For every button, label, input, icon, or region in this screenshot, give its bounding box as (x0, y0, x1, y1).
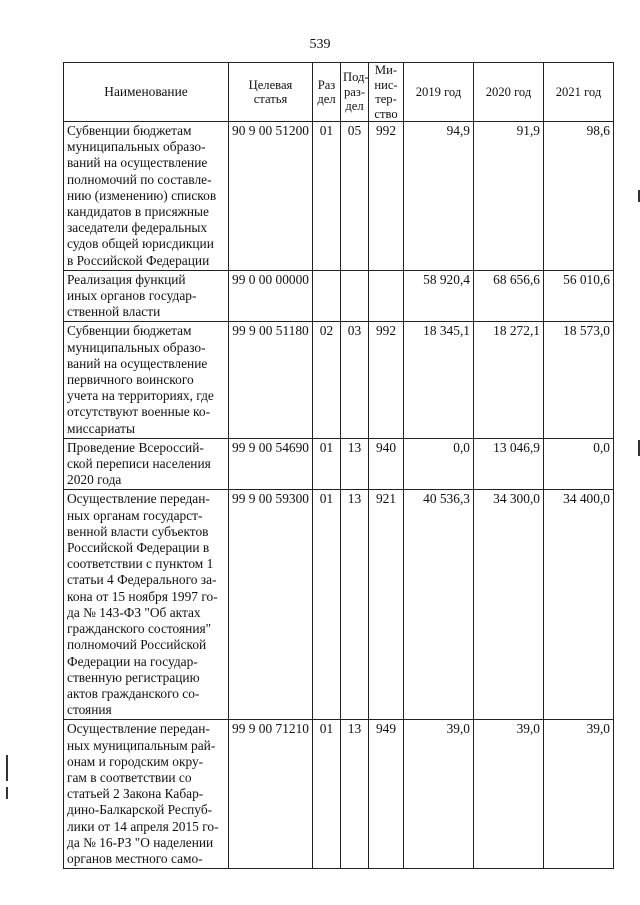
row-2020: 39,0 (474, 720, 544, 869)
row-2021: 0,0 (544, 438, 614, 490)
row-2021: 18 573,0 (544, 322, 614, 438)
header-2019: 2019 год (404, 63, 474, 122)
row-podrazdel: 13 (341, 438, 369, 490)
row-2019: 94,9 (404, 122, 474, 271)
row-2019: 18 345,1 (404, 322, 474, 438)
row-2021: 98,6 (544, 122, 614, 271)
scan-mark-left (6, 755, 8, 781)
row-razdel: 01 (313, 720, 341, 869)
table-row (64, 322, 614, 438)
table-row (64, 720, 614, 869)
header-2021: 2021 год (544, 63, 614, 122)
row-name: Осуществление передан- ных муниципальным рай- онам и городским окру- гам в соответствии со статьей 2 Закона Кабар- дино-Балкарской Респуб- лики от 14 апреля 2015 го- да № 16-РЗ "О наделении органов местного само- (64, 720, 229, 869)
row-razdel: 02 (313, 322, 341, 438)
page-number: 539 (309, 37, 331, 52)
scan-mark-left (6, 787, 8, 799)
header-podrazdel: Под- раз- дел (341, 63, 369, 122)
table-row (64, 438, 614, 490)
row-2021: 56 010,6 (544, 270, 614, 322)
row-name: Осуществление передан- ных органам государст- венной власти субъектов Российской Федерации в соответствии с пунктом 1 статьи 4 Федерального за- кона от 15 ноября 1997 го- да № 143-ФЗ "Об актах гражданского состояния" полномочий Российской Федерации на государ- ственную регистрацию актов гражданского со- стояния (64, 490, 229, 720)
table-row (64, 122, 614, 271)
row-ministry: 940 (369, 438, 404, 490)
row-code: 99 9 00 71210 (229, 720, 313, 869)
row-2020: 13 046,9 (474, 438, 544, 490)
row-podrazdel: 13 (341, 720, 369, 869)
row-podrazdel (341, 270, 369, 322)
row-podrazdel: 05 (341, 122, 369, 271)
row-podrazdel: 03 (341, 322, 369, 438)
row-code: 99 9 00 54690 (229, 438, 313, 490)
row-2019: 39,0 (404, 720, 474, 869)
header-2020: 2020 год (474, 63, 544, 122)
header-ministry: Ми- нис- тер- ство (369, 63, 404, 122)
row-razdel: 01 (313, 490, 341, 720)
row-razdel (313, 270, 341, 322)
header-name: Наименование (64, 63, 229, 122)
row-code: 99 0 00 00000 (229, 270, 313, 322)
header-code: Целевая статья (229, 63, 313, 122)
row-name: Проведение Всероссий- ской переписи населения 2020 года (64, 438, 229, 490)
header-row (64, 63, 614, 122)
row-name: Субвенции бюджетам муниципальных образо- ваний на осуществление первичного воинского учета на территориях, где отсутствуют военные ко- миссариаты (64, 322, 229, 438)
row-ministry: 992 (369, 122, 404, 271)
row-code: 90 9 00 51200 (229, 122, 313, 271)
row-name: Реализация функций иных органов государ- ственной власти (64, 270, 229, 322)
row-2020: 68 656,6 (474, 270, 544, 322)
row-2019: 0,0 (404, 438, 474, 490)
row-2021: 34 400,0 (544, 490, 614, 720)
budget-table (63, 62, 614, 869)
row-2019: 58 920,4 (404, 270, 474, 322)
row-ministry: 949 (369, 720, 404, 869)
row-code: 99 9 00 51180 (229, 322, 313, 438)
row-razdel: 01 (313, 438, 341, 490)
table-body (64, 122, 614, 869)
table-row (64, 490, 614, 720)
header-razdel: Раз дел (313, 63, 341, 122)
row-2019: 40 536,3 (404, 490, 474, 720)
row-2020: 91,9 (474, 122, 544, 271)
row-2020: 34 300,0 (474, 490, 544, 720)
row-code: 99 9 00 59300 (229, 490, 313, 720)
row-razdel: 01 (313, 122, 341, 271)
row-ministry (369, 270, 404, 322)
row-name: Субвенции бюджетам муниципальных образо- ваний на осуществление полномочий по составле- нию (изменению) списков кандидатов в присяжные заседатели федеральных судов общей юрисдикции в Российской Федерации (64, 122, 229, 271)
row-podrazdel: 13 (341, 490, 369, 720)
row-ministry: 921 (369, 490, 404, 720)
table-row (64, 270, 614, 322)
row-ministry: 992 (369, 322, 404, 438)
row-2020: 18 272,1 (474, 322, 544, 438)
row-2021: 39,0 (544, 720, 614, 869)
